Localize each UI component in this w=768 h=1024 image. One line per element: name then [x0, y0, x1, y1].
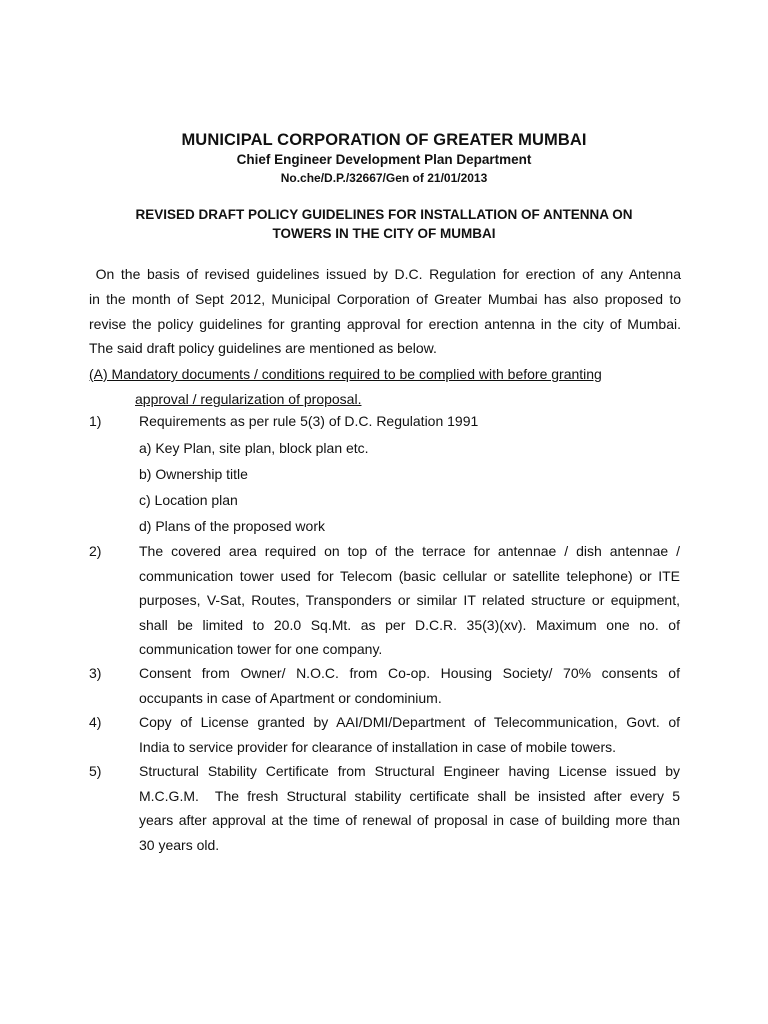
- item-text: [139, 710, 680, 759]
- item-line: shall be limited to 20.0 Sq.Mt. as per D.C.R. 35(3)(xv). Maximum one no. of: [139, 616, 680, 633]
- subitem: b) Ownership title: [139, 466, 248, 482]
- item-text: Requirements as per rule 5(3) of D.C. Regulation 1991: [139, 413, 479, 429]
- item-line: Structural Stability Certificate from Structural Engineer having License issued by: [139, 763, 680, 779]
- item-line: communication tower for one company.: [139, 641, 383, 658]
- document-title: MUNICIPAL CORPORATION OF GREATER MUMBAI: [181, 131, 587, 149]
- item-number: 2): [89, 543, 102, 559]
- item-text: [139, 759, 680, 857]
- intro-line: in the month of Sept 2012, Municipal Corporation of Greater Mumbai has also proposed to: [89, 290, 681, 307]
- section-a-heading-line-2: approval / regularization of proposal.: [135, 391, 362, 407]
- item-line: M.C.G.M. The fresh Structural stability certificate shall be insisted after every 5: [139, 787, 680, 804]
- item-line: purposes, V-Sat, Routes, Transponders or similar IT related structure or equipment,: [139, 592, 680, 609]
- intro-line: On the basis of revised guidelines issued by D.C. Regulation for erection of any Antenna: [89, 266, 681, 282]
- section-a-heading-line-1: (A) Mandatory documents / conditions required to be complied with before granting: [89, 366, 602, 382]
- item-number: 5): [89, 763, 102, 779]
- subitem: c) Location plan: [139, 492, 238, 508]
- item-line: Copy of License granted by AAI/DMI/Department of Telecommunication, Govt. of: [139, 714, 680, 730]
- item-text: [139, 661, 680, 710]
- intro-paragraph: [89, 262, 681, 361]
- item-line: communication tower used for Telecom (basic cellular or satellite telephone) or ITE: [139, 567, 680, 584]
- department-name: Chief Engineer Development Plan Department: [236, 152, 532, 167]
- item-line: 30 years old.: [139, 836, 220, 853]
- item-number: 4): [89, 714, 102, 730]
- item-line: Consent from Owner/ N.O.C. from Co-op. Housing Society/ 70% consents of: [139, 665, 680, 681]
- policy-heading-line-2: TOWERS IN THE CITY OF MUMBAI: [272, 226, 496, 241]
- item-line: occupants in case of Apartment or condominium.: [139, 689, 442, 706]
- item-line: India to service provider for clearance of installation in case of mobile towers.: [139, 738, 617, 755]
- intro-line: The said draft policy guidelines are mentioned as below.: [89, 340, 437, 357]
- reference-number: No.che/D.P./32667/Gen of 21/01/2013: [280, 171, 488, 185]
- subitem: d) Plans of the proposed work: [139, 518, 325, 534]
- policy-heading-line-1: REVISED DRAFT POLICY GUIDELINES FOR INSTALLATION OF ANTENNA ON: [135, 207, 633, 222]
- item-line: The covered area required on top of the terrace for antennae / dish antennae /: [139, 543, 680, 559]
- item-number: 3): [89, 665, 102, 681]
- intro-line: revise the policy guidelines for granting approval for erection antenna in the city of Mumbai.: [89, 315, 681, 332]
- subitem: a) Key Plan, site plan, block plan etc.: [139, 440, 369, 456]
- item-number: 1): [89, 413, 102, 429]
- item-line: years after approval at the time of renewal of proposal in case of building more than: [139, 812, 680, 829]
- item-text: [139, 539, 680, 662]
